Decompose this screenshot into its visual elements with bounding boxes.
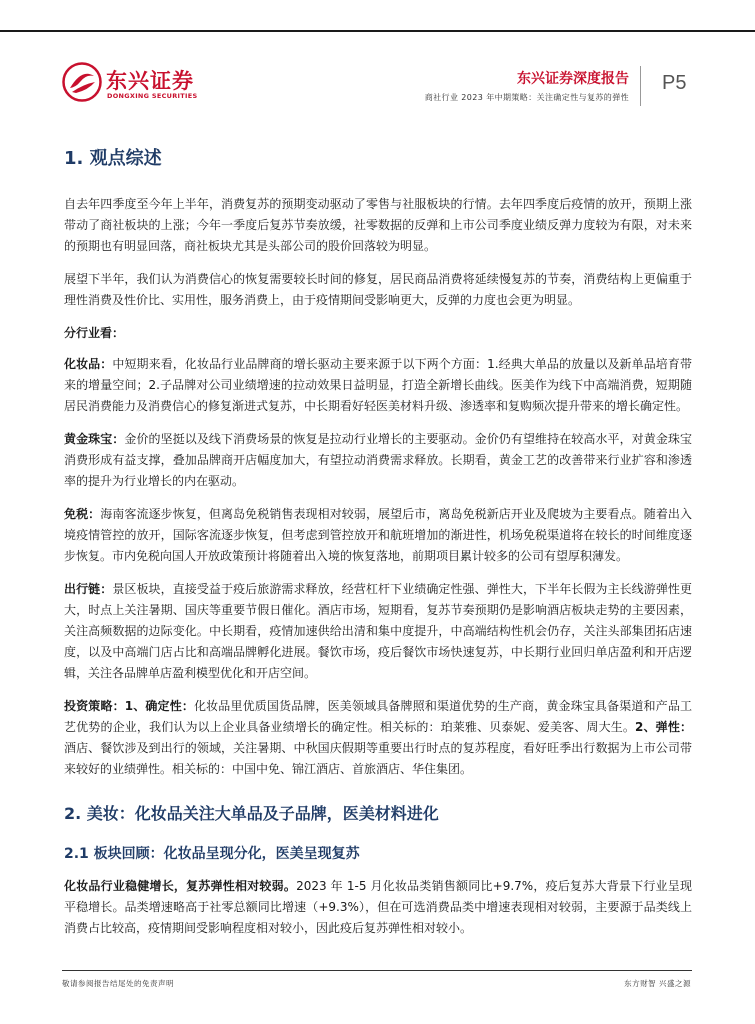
cosmetics-text: 中短期来看，化妆品行业品牌商的增长驱动主要来源于以下两个方面：1.经典大单品的放量以及新单品培育带来的增量空间；2.子品牌对公司业绩增速的拉动效果日益明显，打造全新增长曲线。医美作为线下中高端消费，短期随居民消费能力及消费信心的修复渐进式复苏，中长期看好轻医美材料升级、渗透率和复购频次提升带来的增长确定性。 (64, 357, 692, 413)
jewelry-text: 金价的坚挺以及线下消费场景的恢复是拉动行业增长的主要驱动。金价仍有望维持在较高水平，对黄金珠宝消费形成有益支撑，叠加品牌商开店幅度加大，有望拉动消费需求释放。长期看，黄金工艺的改善带来行业扩容和渗透率的提升为行业增长的内在驱动。 (64, 432, 692, 488)
strategy-point-1-label: 1、确定性： (124, 699, 194, 713)
dutyfree-label: 免税： (64, 507, 101, 521)
top-rule (0, 30, 755, 32)
cosmetics-review-text: 2023 年 1-5 月化妆品类销售额同比+9.7%，疫后复苏大背景下行业呈现平稳增长。品类增速略高于社零总额同比增速（+9.3%），但在可选消费品类中增速表现相对较弱，主要源于品类线上消费占比较高，疫情期间受影响程度相对较小，因此疫后复苏弹性相对较小。 (64, 879, 692, 935)
logo-mark-icon (62, 62, 102, 102)
travel-paragraph (64, 579, 692, 684)
section-2-heading: 2. 美妆：化妆品关注大单品及子品牌，医美材料进化 (64, 804, 439, 823)
report-body (64, 146, 692, 951)
jewelry-label: 黄金珠宝： (64, 432, 125, 446)
overview-paragraph-1: 自去年四季度至今年上半年，消费复苏的预期变动驱动了零售与社服板块的行情。去年四季度后疫情的放开，预期上涨带动了商社板块的上涨；今年一季度后复苏节奏放缓，社零数据的反弹和上市公司季度业绩反弹力度较为有限，对未来的预期也有明显回落，商社板块尤其是头部公司的股价回落较为明显。 (64, 197, 692, 253)
strategy-label: 投资策略： (64, 699, 125, 713)
strategy-point-1-text: 化妆品里优质国货品牌，医美领域具备牌照和渠道优势的生产商，黄金珠宝具备渠道和产品工艺优势的企业，我们认为以上企业具备业绩增长的确定性。相关标的：珀莱雅、贝泰妮、爱美客、周大生。 (64, 699, 692, 734)
travel-label: 出行链： (64, 582, 113, 596)
jewelry-paragraph (64, 429, 692, 492)
dutyfree-text: 海南客流逐步恢复，但离岛免税销售表现相对较弱，展望后市，离岛免税新店开业及爬坡为主要看点。随着出入境疫情管控的放开，国际客流逐步恢复，但考虑到管控放开和航班增加的渐进性，机场免税渠道将在较长的时间维度逐步恢复。市内免税向国人开放政策预计将随着出入境的恢复落地，前期项目累计较多的公司有望厚积薄发。 (64, 507, 692, 563)
footer-disclaimer: 敬请参阅报告结尾处的免责声明 (62, 979, 174, 988)
strategy-paragraph (64, 696, 692, 780)
cosmetics-review-lead: 化妆品行业稳健增长，复苏弹性相对较弱。 (64, 879, 297, 893)
section-1-heading: 1. 观点综述 (64, 148, 162, 169)
footer-slogan: 东方财智 兴盛之源 (624, 979, 691, 988)
cosmetics-paragraph (64, 354, 692, 417)
strategy-point-2-text: 酒店、餐饮涉及到出行的领域，关注暑期、中秋国庆假期等重要出行时点的复苏程度，看好旺季出行数据为上市公司带来较好的业绩弹性。相关标的：中国中免、锦江酒店、首旅酒店、华住集团。 (64, 741, 692, 776)
strategy-point-2-label: 2、弹性： (635, 720, 692, 734)
report-title: 东兴证券深度报告 (517, 71, 629, 87)
company-logo (62, 62, 202, 106)
logo-text-cn: 东兴证券 (106, 69, 194, 93)
dutyfree-paragraph (64, 504, 692, 567)
cosmetics-label: 化妆品： (64, 357, 113, 371)
footer-rule (62, 970, 692, 971)
logo-text-en: DONGXING SECURITIES (107, 92, 198, 100)
travel-text: 景区板块，直接受益于疫后旅游需求释放，经营杠杆下业绩确定性强、弹性大，下半年长假为主长线游弹性更大，时点上关注暑期、国庆等重要节假日催化。酒店市场，短期看，复苏节奏预期仍是影响酒店板块走势的主要因素，关注高频数据的边际变化。中长期看，疫情加速供给出清和集中度提升，中高端结构性机会仍存，关注头部集团拓店速度，以及中高端门店占比和高端品牌孵化进展。餐饮市场，疫后餐饮市场快速复苏，中长期行业回归单店盈利和开店逻辑，关注各品牌单店盈利模型优化和开店空间。 (64, 582, 692, 680)
page-number: P5 (662, 72, 687, 94)
cosmetics-review-paragraph (64, 876, 692, 939)
header-divider (640, 66, 641, 106)
industry-label: 分行业看： (64, 326, 125, 340)
section-2-1-heading: 2.1 板块回顾：化妆品呈现分化，医美呈现复苏 (64, 846, 360, 862)
overview-paragraph-2: 展望下半年，我们认为消费信心的恢复需要较长时间的修复，居民商品消费将延续慢复苏的节奏，消费结构上更偏重于理性消费及性价比、实用性，服务消费上，由于疫情期间受影响更大，反弹的力度也会更为明显。 (64, 272, 692, 307)
report-subtitle: 商社行业 2023 年中期策略：关注确定性与复苏的弹性 (424, 93, 629, 102)
